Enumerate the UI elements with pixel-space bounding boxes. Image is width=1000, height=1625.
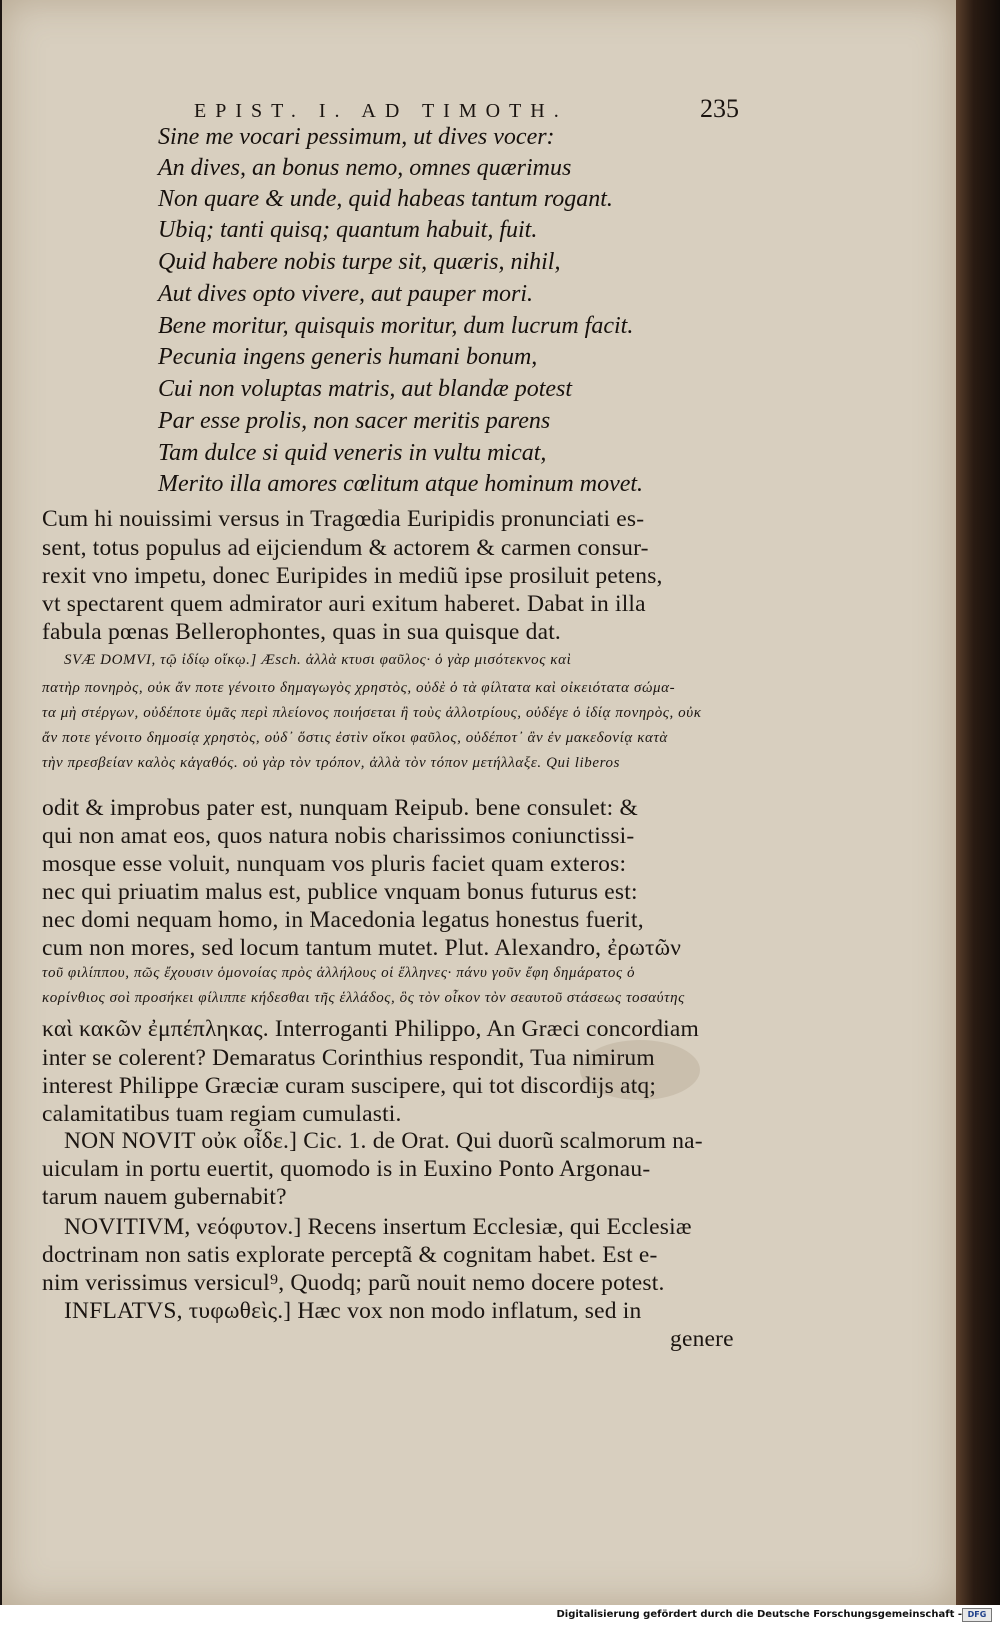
lemma-line: NON NOVIT οὐκ οἶδε.] Cic. 1. de Orat. Qui duorũ scalmorum na- — [64, 1128, 703, 1154]
page-number: 235 — [700, 94, 739, 123]
greek-citation-line: τὴν πρεσβείαν καλὸς κἀγαθός. οὐ γὰρ τὸν τρόπον, ἀλλὰ τὸν τόπον μετήλλαξε. Qui liberos — [42, 755, 621, 771]
digitization-credit: Digitalisierung gefördert durch die Deutsche Forschungsgemeinschaft - — [556, 1609, 962, 1620]
catchword: genere — [670, 1326, 734, 1352]
verse-line: Par esse prolis, non sacer meritis parens — [158, 408, 551, 434]
body-line: odit & improbus pater est, nunquam Reipub. bene consulet: & — [42, 795, 638, 821]
greek-citation-line: τοῦ φιλίππου, πῶς ἔχουσιν ὁμονοίας πρὸς ἀλλήλους οἱ ἕλληνες· πάνυ γοῦν ἔφη δημάρατος ὁ — [42, 965, 636, 981]
body-line: qui non amat eos, quos natura nobis charissimos coniunctissi- — [42, 823, 635, 849]
verse-line: Non quare & unde, quid habeas tantum rogant. — [158, 186, 613, 212]
body-line: fabula pœnas Bellerophontes, quas in sua quisque dat. — [42, 619, 562, 645]
body-line: Cum hi nouissimi versus in Tragœdia Euripidis pronunciati es- — [42, 506, 645, 532]
body-line: nec domi nequam homo, in Macedonia legatus honestus fuerit, — [42, 907, 644, 933]
body-line: rexit vno impetu, donec Euripides in mediũ ipse prosiluit petens, — [42, 563, 663, 589]
verse-line: Aut dives opto vivere, aut pauper mori. — [158, 281, 534, 307]
verse-line: Tam dulce si quid veneris in vultu micat, — [158, 440, 547, 466]
body-line: nec qui priuatim malus est, publice vnquam bonus futurus est: — [42, 879, 638, 905]
body-line: vt spectarent quem admirator auri exitum haberet. Dabat in illa — [42, 591, 646, 617]
body-line: cum non mores, sed locum tantum mutet. Plut. Alexandro, ἐρωτῶν — [42, 935, 682, 961]
body-line: calamitatibus tuam regiam cumulasti. — [42, 1101, 402, 1127]
greek-citation-line: κορίνθιος σοὶ προσήκει φίλιππε κήδεσθαι τῆς ἑλλάδος, ὃς τὸν οἶκον τὸν σεαυτοῦ στάσεως τοσαύτης — [42, 990, 685, 1006]
verse-line: Bene moritur, quisquis moritur, dum lucrum facit. — [158, 313, 634, 339]
greek-citation-line: τα μὴ στέργων, οὐδέποτε ὑμᾶς περὶ πλείονος ποιήσεται ἢ τοὺς ἀλλοτρίους, οὐδέγε ὁ ἰδίᾳ πονηρὸς, οὐκ — [42, 705, 702, 721]
body-line: interest Philippe Græciæ curam suscipere, qui tot discordijs atq; — [42, 1073, 657, 1099]
body-line: sent, totus populus ad eijciendum & actorem & carmen consur- — [42, 535, 649, 561]
verse-line: Pecunia ingens generis humani bonum, — [158, 344, 538, 370]
verse-line: Ubiq; tanti quisq; quantum habuit, fuit. — [158, 217, 538, 243]
greek-citation-line: πατὴρ πονηρὸς, οὐκ ἄν ποτε γένοιτο δημαγωγὸς χρηστὸς, οὐδὲ ὁ τὰ φίλτατα καὶ οἰκειότατα σώμα- — [42, 680, 676, 696]
lemma-line: INFLATVS, τυφωθεὶς.] Hæc vox non modo inflatum, sed in — [64, 1298, 642, 1324]
greek-citation-line: ἄν ποτε γένοιτο δημοσίᾳ χρηστὸς, οὐδ᾽ ὅστις ἐστὶν οἴκοι φαῦλος, οὐδέποτ᾽ ἂν ἐν μακεδονίᾳ κατὰ — [42, 730, 668, 746]
body-line: καὶ κακῶν ἐμπέπληκας. Interroganti Philippo, An Græci concordiam — [42, 1016, 699, 1042]
lemma-line: NOVITIVM, νεόφυτον.] Recens insertum Ecclesiæ, qui Ecclesiæ — [64, 1214, 692, 1240]
running-head: EPIST. I. AD TIMOTH. — [194, 100, 568, 122]
body-line: tarum nauem gubernabit? — [42, 1184, 287, 1210]
body-line: uiculam in portu euertit, quomodo is in Euxino Ponto Argonau- — [42, 1156, 651, 1182]
body-line: inter se colerent? Demaratus Corinthius respondit, Tua nimirum — [42, 1045, 655, 1071]
verse-line: An dives, an bonus nemo, omnes quærimus — [158, 155, 572, 181]
verse-line: Cui non voluptas matris, aut blandæ potest — [158, 376, 573, 402]
verse-line: Quid habere nobis turpe sit, quæris, nihil, — [158, 249, 561, 275]
page-edge — [956, 0, 1000, 1605]
verse-line: Sine me vocari pessimum, ut dives vocer: — [158, 124, 555, 150]
body-line: mosque esse voluit, nunquam vos pluris faciet quam exteros: — [42, 851, 627, 877]
greek-citation-line: SVÆ DOMVI, τῷ ἰδίῳ οἴκῳ.] Æsch. ἀλλὰ κτυσι φαῦλος· ὁ γὰρ μισότεκνος καὶ — [64, 652, 572, 668]
dfg-logo: DFG — [962, 1608, 992, 1622]
verse-line: Merito illa amores cœlitum atque hominum movet. — [158, 471, 644, 497]
body-line: doctrinam non satis explorate perceptã & cognitam habet. Est e- — [42, 1242, 658, 1268]
body-line: nim verissimus versicul⁹, Quodq; parũ nouit nemo docere potest. — [42, 1270, 665, 1296]
